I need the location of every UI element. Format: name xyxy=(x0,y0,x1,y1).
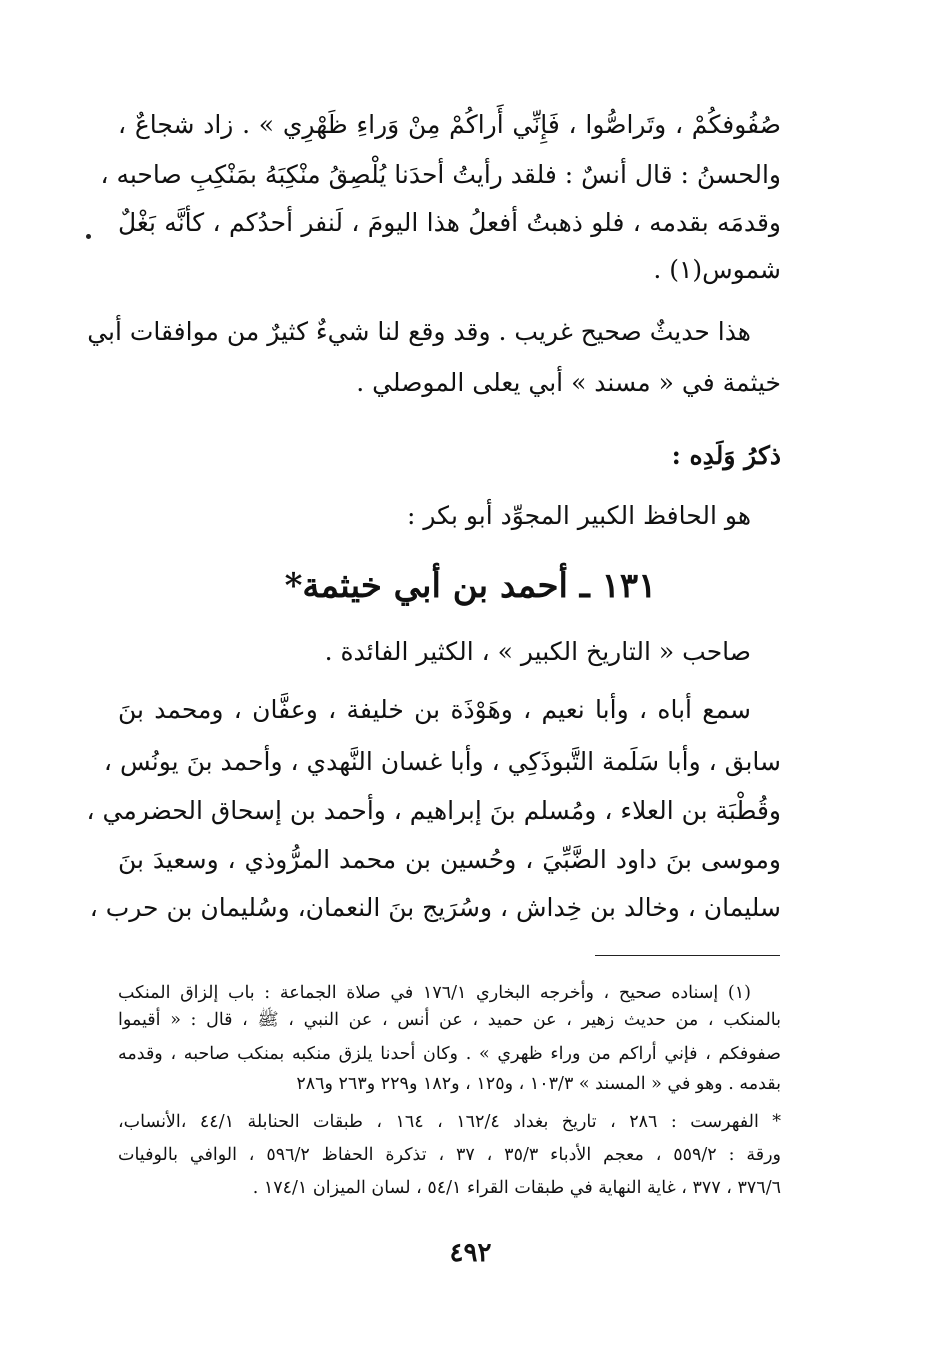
intro-line: هو الحافظ الكبير المجوِّد أبو بكر : xyxy=(406,501,751,530)
body-line: هذا حديثٌ صحيح غريب . وقد وقع لنا شيءٌ كثيرٌ من موافقات أبي xyxy=(87,317,751,346)
footnote-line: صفوفكم ، فإني أراكم من وراء ظهري » . وكان أحدنا يلزق منكبه بمنكب صاحبه ، وقدمه xyxy=(118,1044,781,1064)
body-line: وقدمَه بقدمه ، فلو ذهبتُ أفعلُ هذا اليومَ ، لَنفر أحدُكم ، كأنَّه بَغْلٌ xyxy=(118,208,781,237)
body-line: والحسنُ : قال أنسٌ : فلقد رأيتُ أحدَنا يُلْصِقُ منْكِبَهُ بمَنْكِبِ صاحبه ، xyxy=(100,160,781,189)
body-line: سليمان ، وخالد بن خِداش ، وسُرَيج بنَ النعمان، وسُليمان بن حرب ، xyxy=(89,893,781,922)
page-number: ٤٩٢ xyxy=(449,1238,492,1268)
sources-footnote-line: ورقة : ٥٥٩/٢ ، معجم الأدباء ٣٥/٣ ، ٣٧ ، تذكرة الحفاظ ٥٩٦/٢ ، الوافي بالوفيات xyxy=(118,1145,781,1165)
body-line: خيثمة في « مسند » أبي يعلى الموصلي . xyxy=(356,368,781,397)
body-line: شموس(١) . xyxy=(653,255,781,284)
footnote-line: بقدمه . وهو في « المسند » ١٠٣/٣ ، و١٢٥ ، و١٨٢ و٢٢٩ و٢٦٣ و٢٨٦ xyxy=(296,1074,781,1094)
body-line: صُفُوفكُمْ ، وتَراصُّوا ، فَإِنِّي أَراكُمْ مِنْ وَراءِ ظَهْرِي » . زاد شجاعٌ ، xyxy=(118,110,781,139)
sources-footnote-line: ٣٧٦/٦ ، ٣٧٧ ، غاية النهاية في طبقات القراء ٥٤/١ ، لسان الميزان ١٧٤/١ . xyxy=(252,1178,781,1198)
margin-mark xyxy=(86,234,91,239)
footnote-separator xyxy=(595,955,780,956)
body-line: وموسى بنَ داود الضَّبِّيَ ، وحُسين بن محمد المرُّوذي ، وسعيدَ بنَ xyxy=(118,845,781,874)
footnote-line: (١) إسناده صحيح ، وأخرجه البخاري ١٧٦/١ في صلاة الجماعة : باب إلزاق المنكب xyxy=(118,983,751,1003)
section-heading: ذكرُ وَلَدِه : xyxy=(671,441,781,470)
entry-title: ١٣١ ـ أحمد بن أبي خيثمة* xyxy=(284,566,657,606)
sources-footnote-line: * الفهرست : ٢٨٦ ، تاريخ بغداد ١٦٢/٤ ، ١٦٤ ، طبقات الحنابلة ٤٤/١ ،الأنساب، xyxy=(118,1112,782,1132)
entry-subtitle: صاحب « التاريخ الكبير » ، الكثير الفائدة . xyxy=(324,637,751,666)
body-line: وقُطْبَة بن العلاء ، ومُسلم بنَ إبراهيم ، وأحمد بن إسحاق الحضرمي ، xyxy=(86,796,781,825)
body-line: سمع أباه ، وأبا نعيم ، وهَوْذَة بن خليفة ، وعفَّان ، ومحمد بنَ xyxy=(118,695,751,724)
footnote-line: بالمنكب ، من حديث زهير ، عن حميد ، عن أنس ، عن النبي ، ﷺ ، قال : « أقيموا xyxy=(118,1010,781,1030)
body-line: سابق ، وأبا سَلَمة التَّبوذَكِي ، وأبا غسان النَّهدي ، وأحمد بنَ يونُس ، xyxy=(103,747,781,776)
